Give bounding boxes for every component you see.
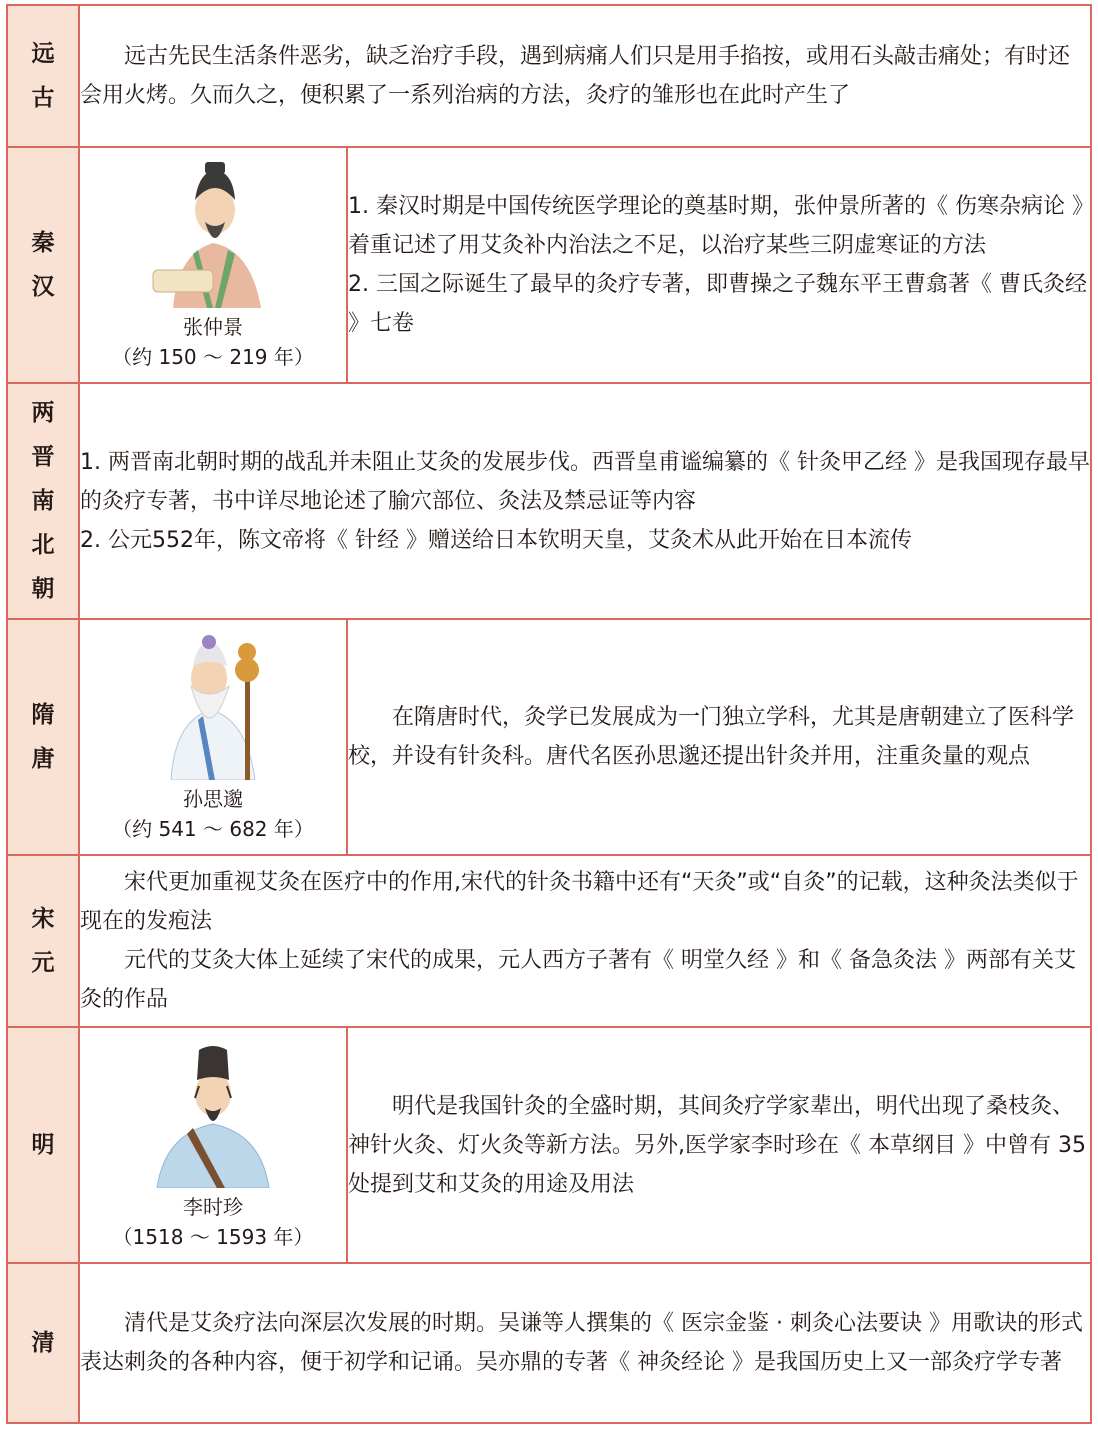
era-char: 隋	[31, 702, 55, 728]
description-cell	[347, 1027, 1091, 1263]
description-cell	[347, 619, 1091, 855]
paragraph: 远古先民生活条件恶劣，缺乏治疗手段，遇到病痛人们只是用手掐按，或用石头敲击痛处；有时还会用火烤。久而久之，便积累了一系列治病的方法，灸疗的雏形也在此时产生了	[80, 44, 1071, 108]
paragraph: 1. 秦汉时期是中国传统医学理论的奠基时期，张仲景所著的《 伤寒杂病论 》着重记述了用艾灸补内治法之不足，以治疗某些三阴虚寒证的方法	[348, 194, 1083, 258]
moxibustion-history-table	[6, 4, 1092, 1424]
era-cell	[7, 383, 79, 619]
era-char: 南	[31, 488, 55, 514]
paragraph: 明代是我国针灸的全盛时期，其间灸疗学家辈出，明代出现了桑枝灸、神针火灸、灯火灸等新方法。另外,医学家李时珍在《 本草纲目 》中曾有 35 处提到艾和艾灸的用途及用法	[348, 1093, 1086, 1197]
era-cell	[7, 1027, 79, 1263]
era-char: 汉	[31, 274, 55, 300]
table-row-liangjin-nanbeichao	[7, 383, 1091, 619]
portrait-name: 孙思邈	[183, 787, 243, 811]
portrait-dates: （约 541 ～ 682 年）	[112, 817, 314, 841]
portrait-name: 李时珍	[183, 1195, 243, 1219]
era-cell	[7, 5, 79, 147]
description-cell	[79, 383, 1091, 619]
era-cell	[7, 855, 79, 1027]
era-char: 两	[31, 400, 55, 426]
portrait-cell	[79, 1027, 347, 1263]
table-row-yuangu	[7, 5, 1091, 147]
paragraph: 1. 两晋南北朝时期的战乱并未阻止艾灸的发展步伐。西晋皇甫谧编纂的《 针灸甲乙经 》是我国现存最早的灸疗专著，书中详尽地论述了腧穴部位、灸法及禁忌证等内容	[80, 449, 1090, 514]
portrait-dates: （约 150 ～ 219 年）	[112, 345, 314, 369]
era-char: 远	[31, 41, 55, 67]
table-row-songyuan	[7, 855, 1091, 1027]
era-char: 朝	[31, 576, 55, 602]
description-cell	[79, 855, 1091, 1027]
era-char: 唐	[31, 746, 55, 772]
era-char: 北	[31, 532, 55, 558]
paragraph: 元代的艾灸大体上延续了宋代的成果，元人西方子著有《 明堂久经 》和《 备急灸法 》两部有关艾灸的作品	[80, 948, 1076, 1012]
paragraph: 在隋唐时代，灸学已发展成为一门独立学科，尤其是唐朝建立了医科学校，并设有针灸科。唐代名医孙思邈还提出针灸并用，注重灸量的观点	[348, 705, 1075, 769]
era-cell	[7, 147, 79, 383]
era-char: 晋	[31, 444, 55, 470]
era-cell	[7, 1263, 79, 1423]
ming-physician-portrait-icon	[143, 1038, 283, 1188]
table-row-ming	[7, 1027, 1091, 1263]
portrait-cell	[79, 619, 347, 855]
paragraph: 2. 三国之际诞生了最早的灸疗专著，即曹操之子魏东平王曹翕著《 曹氏灸经 》七卷	[348, 272, 1087, 336]
era-char: 古	[31, 85, 55, 111]
era-char: 秦	[31, 230, 55, 256]
paragraph: 宋代更加重视艾灸在医疗中的作用,宋代的针灸书籍中还有“天灸”或“自灸”的记载，这种灸法类似于现在的发疱法	[80, 870, 1079, 934]
portrait-cell	[79, 147, 347, 383]
description-cell	[79, 1263, 1091, 1423]
description-cell	[79, 5, 1091, 147]
table-row-qing	[7, 1263, 1091, 1423]
paragraph: 清代是艾灸疗法向深层次发展的时期。吴谦等人撰集的《 医宗金鉴 · 刺灸心法要诀 》用歌诀的形式表达刺灸的各种内容，便于初学和记诵。吴亦鼎的专著《 神灸经论 》是我国历史上又一部灸疗学专著	[80, 1311, 1083, 1375]
portrait-name: 张仲景	[183, 315, 243, 339]
table-row-suitang	[7, 619, 1091, 855]
era-char: 清	[31, 1330, 55, 1356]
era-char: 明	[31, 1132, 55, 1158]
elder-with-gourd-staff-portrait-icon	[143, 630, 283, 780]
portrait-dates: （1518 ～ 1593 年）	[112, 1225, 314, 1249]
scholar-writing-portrait-icon	[143, 158, 283, 308]
table-row-qinhan	[7, 147, 1091, 383]
era-char: 宋	[31, 906, 55, 932]
era-cell	[7, 619, 79, 855]
description-cell	[347, 147, 1091, 383]
paragraph: 2. 公元552年，陈文帝将《 针经 》赠送给日本钦明天皇，艾灸术从此开始在日本流传	[80, 527, 912, 553]
era-char: 元	[31, 950, 55, 976]
